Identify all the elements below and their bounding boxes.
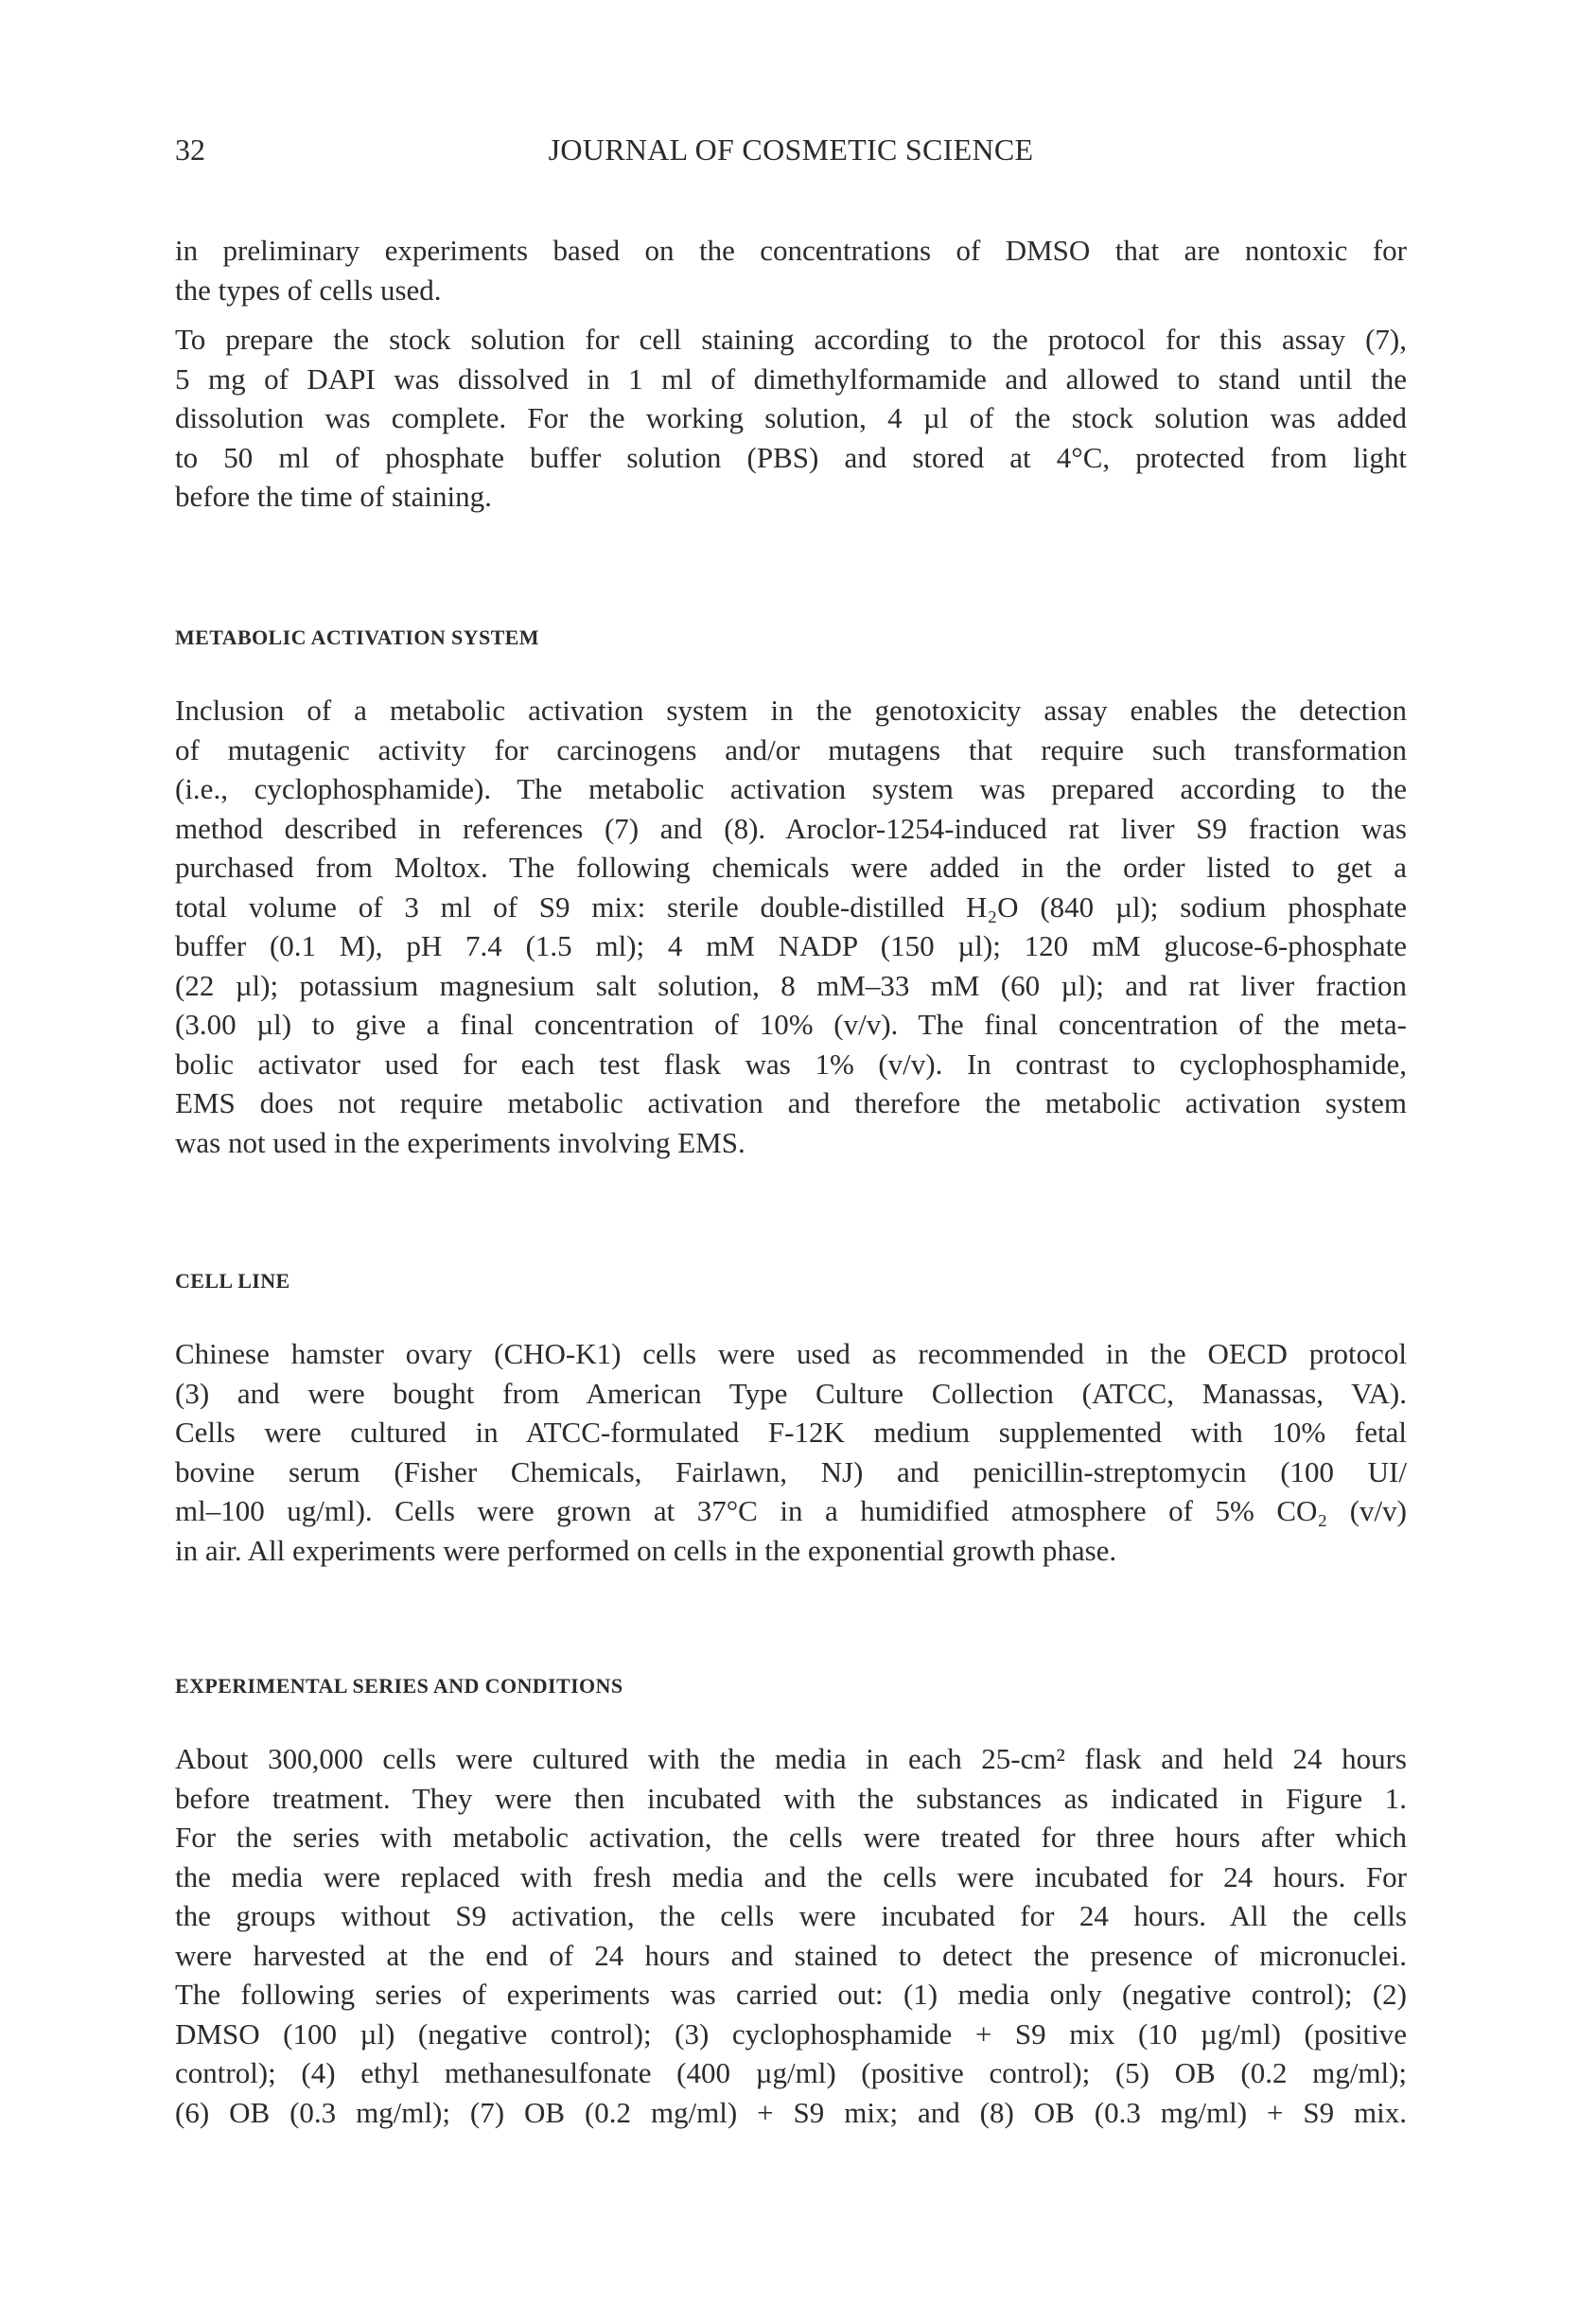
text-line: To prepare the stock solution for cell staining according to the protocol for this assay (7), [175, 323, 1407, 356]
paragraph [175, 691, 1407, 1162]
text-line: purchased from Moltox. The following chemicals were added in the order listed to get a [175, 851, 1407, 884]
text-line: dissolution was complete. For the working solution, 4 µl of the stock solution was added [175, 401, 1407, 434]
section-metabolic-activation-body [175, 691, 1407, 1162]
text-line: method described in references (7) and (8). Aroclor-1254-induced rat liver S9 fraction was [175, 811, 1407, 845]
section-cell-line-body [175, 1334, 1407, 1570]
text-line: EMS does not require metabolic activation and therefore the metabolic activation system [175, 1086, 1407, 1119]
text-line: Chinese hamster ovary (CHO-K1) cells were used as recommended in the OECD protocol [175, 1337, 1407, 1370]
text-line: ml–100 ug/ml). Cells were grown at 37°C in a humidified atmosphere of 5% CO₂ (v/v) [175, 1494, 1407, 1527]
text-line: the types of cells used. [175, 273, 442, 307]
text-line: of mutagenic activity for carcinogens and/or mutagens that require such transformation [175, 732, 1407, 766]
text-line: to 50 ml of phosphate buffer solution (PBS) and stored at 4°C, protected from light [175, 440, 1407, 474]
text-line: (22 µl); potassium magnesium salt solution, 8 mM–33 mM (60 µl); and rat liver fraction [175, 968, 1407, 1002]
page-number: 32 [175, 132, 205, 167]
text-line: Inclusion of a metabolic activation system in the genotoxicity assay enables the detection [175, 694, 1407, 727]
paragraph [175, 231, 1407, 309]
paragraph [175, 1334, 1407, 1570]
text-line: For the series with metabolic activation, the cells were treated for three hours after which [175, 1821, 1407, 1854]
text-line: buffer (0.1 M), pH 7.4 (1.5 ml); 4 mM NADP (150 µl); 120 mM glucose-6-phosphate [175, 929, 1407, 962]
text-line: in preliminary experiments based on the concentrations of DMSO that are nontoxic for [175, 234, 1407, 267]
text-line: (3.00 µl) to give a final concentration of 10% (v/v). The final concentration of the meta- [175, 1008, 1407, 1041]
text-line: was not used in the experiments involving EMS. [175, 1125, 745, 1159]
text-line: The following series of experiments was carried out: (1) media only (negative control); (2) [175, 1978, 1407, 2011]
text-line: in air. All experiments were performed on cells in the exponential growth phase. [175, 1533, 1117, 1567]
text-line: (3) and were bought from American Type Culture Collection (ATCC, Manassas, VA). [175, 1376, 1407, 1410]
text-line: before the time of staining. [175, 480, 492, 513]
text-line: Cells were cultured in ATCC-formulated F-12K medium supplemented with 10% fetal [175, 1416, 1407, 1449]
text-line: total volume of 3 ml of S9 mix: sterile double-distilled H₂O (840 µl); sodium phosphate [175, 889, 1407, 924]
text-line: About 300,000 cells were cultured with the media in each 25-cm² flask and held 24 hours [175, 1742, 1407, 1775]
text-line: were harvested at the end of 24 hours and stained to detect the presence of micronuclei. [175, 1938, 1407, 1972]
section-heading: CELL LINE [175, 1269, 290, 1293]
section-experimental-series-body [175, 1739, 1407, 2132]
text-line: DMSO (100 µl) (negative control); (3) cyclophosphamide + S9 mix (10 µg/ml) (positive [175, 2016, 1407, 2051]
text-line: the groups without S9 activation, the cells were incubated for 24 hours. All the cells [175, 1899, 1407, 1932]
text-line: bovine serum (Fisher Chemicals, Fairlawn, NJ) and penicillin-streptomycin (100 UI/ [175, 1454, 1407, 1488]
text-line: bolic activator used for each test flask was 1% (v/v). In contrast to cyclophosphamide, [175, 1047, 1407, 1081]
paragraph [175, 1739, 1407, 2132]
text-line: before treatment. They were then incubated with the substances as indicated in Figure 1. [175, 1781, 1407, 1815]
running-head [175, 131, 1407, 168]
section-heading: METABOLIC ACTIVATION SYSTEM [175, 625, 539, 649]
text-line: (6) OB (0.3 mg/ml); (7) OB (0.2 mg/ml) + S9 mix; and (8) OB (0.3 mg/ml) + S9 mix. [175, 2095, 1407, 2129]
section-cell-line [175, 1268, 1407, 1294]
journal-title: JOURNAL OF COSMETIC SCIENCE [548, 132, 1034, 167]
text-line: 5 mg of DAPI was dissolved in 1 ml of dimethylformamide and allowed to stand until the [175, 361, 1407, 396]
section-experimental-series [175, 1673, 1407, 1699]
paragraph-continuation [175, 231, 1407, 309]
text-line: the media were replaced with fresh media and the cells were incubated for 24 hours. For [175, 1859, 1407, 1893]
text-line: (i.e., cyclophosphamide). The metabolic activation system was prepared according to the [175, 772, 1407, 805]
section-metabolic-activation [175, 625, 1407, 651]
paragraph [175, 320, 1407, 517]
text-line: control); (4) ethyl methanesulfonate (400 µg/ml) (positive control); (5) OB (0.2 mg/ml); [175, 2056, 1407, 2089]
paragraph-dapi-staining [175, 320, 1407, 517]
section-heading: EXPERIMENTAL SERIES AND CONDITIONS [175, 1674, 623, 1698]
